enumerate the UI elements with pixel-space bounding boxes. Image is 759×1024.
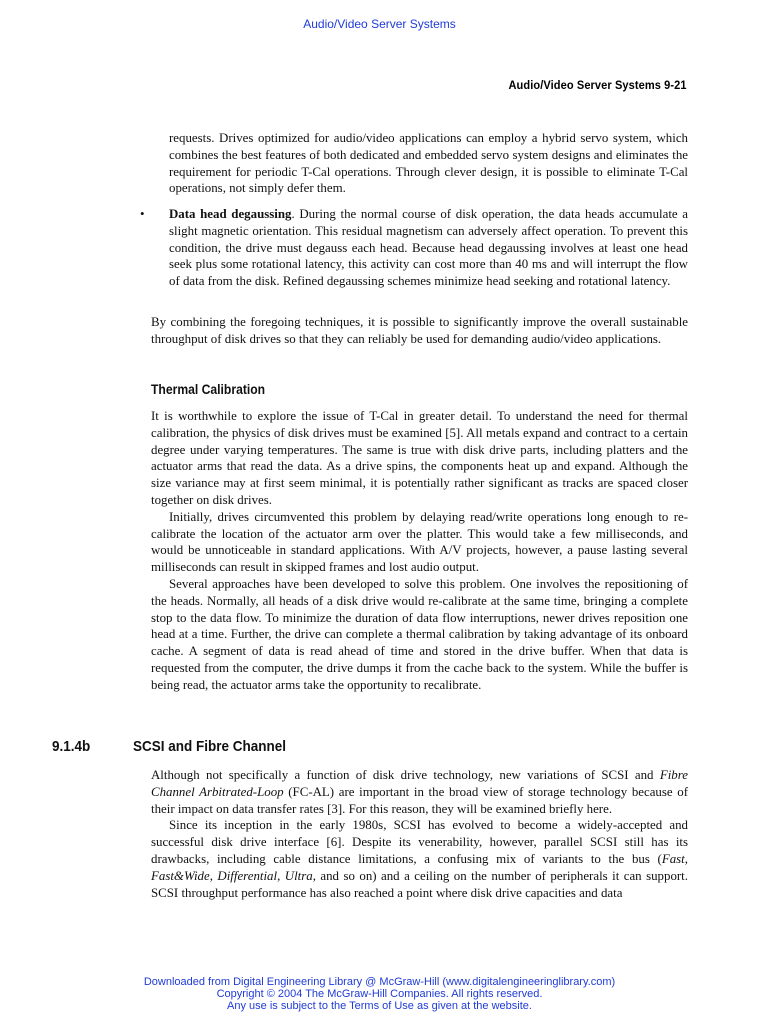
intro-text: requests. Drives optimized for audio/video applications can employ a hybrid servo system, which combines the best features of both dedicated and embedded servo system designs and eliminates the requirement for periodic T-Cal operations. Through clever design, it is possible to eliminate T-Cal operations, not simply defer them. xyxy=(169,131,688,196)
footer xyxy=(0,976,759,1012)
summary-text: By combining the foregoing techniques, it is possible to significantly improve the overall sustainable throughput of disk drives so that they can reliably be used for demanding audio/video applications. xyxy=(151,315,688,346)
thermal-paragraph-1: It is worthwhile to explore the issue of T-Cal in greater detail. To understand the need for thermal calibration, the physics of disk drives must be examined [5]. All metals expand and contract to a certain degree under varying temperatures. The same is true with disk drive parts, including platters and the actuator arms that read the data. As a drive spins, the components heat up and expand. Although the size variance may at first seem minimal, it is potentially rather significant as tracks are spaced closer together on disk drives. xyxy=(151,409,688,507)
top-banner: Audio/Video Server Systems xyxy=(303,17,456,31)
bullet-item xyxy=(140,206,688,290)
footer-download-link[interactable]: Downloaded from Digital Engineering Library @ McGraw-Hill (www.digitalengineeringlibrary.com) xyxy=(143,976,616,988)
thermal-section xyxy=(151,408,688,694)
footer-copyright: Copyright © 2004 The McGraw-Hill Companies. All rights reserved. xyxy=(216,988,543,1000)
footer-terms-link[interactable]: Any use is subject to the Terms of Use as given at the website. xyxy=(227,1000,532,1012)
thermal-paragraph-2: Initially, drives circumvented this problem by delaying read/write operations long enough to re-calibrate the location of the actuator arm over the platter. This would take a few milliseconds, and would be unnoticeable in standard applications. With A/V projects, however, a pause lasting several milliseconds can result in skipped frames and lost audio output. xyxy=(151,509,688,575)
summary-paragraph xyxy=(151,314,688,348)
scsi-paragraph-1: Although not specifically a function of disk drive technology, new variations of SCSI and Fibre Channel Arbitrated-Loop (FC-AL) are important in the broad view of storage technology because of their impact on data transfer rates [3]. For this reason, they will be examined briefly here. xyxy=(151,768,688,816)
bullet-text: . During the normal course of disk operation, the data heads accumulate a slight magnetic orientation. This residual magnetism can adversely affect operation. To prevent this condition, the drive must degauss each head. Because head degaussing involves at least one head seek plus some rotational latency, this activity can cost more than 40 ms and will interrupt the flow of data from the disk. Refined degaussing schemes minimize head seeking and rotational latency. xyxy=(169,207,688,289)
scsi-paragraph-2: Since its inception in the early 1980s, SCSI has evolved to become a widely-accepted and successful disk drive interface [6]. Despite its venerability, however, parallel SCSI still has its drawbacks, including cable distance limitations, a confusing mix of variants to the bus (Fast, Fast&Wide, Differential, Ultra, and so on) and a ceiling on the number of peripherals it can support. SCSI throughput performance has also reached a point where disk drive capacities and data xyxy=(151,818,688,900)
bullet-body xyxy=(169,206,688,290)
thermal-paragraph-3: Several approaches have been developed to solve this problem. One involves the repositioning of the heads. Normally, all heads of a disk drive would re-calibrate at the same time, bringing a complete stop to the data flow. To minimize the duration of data flow interruptions, newer drives reposition one head at a time. Further, the drive can complete a thermal calibration by taking advantage of its onboard cache. A segment of data is read ahead of time and stored in the drive buffer. When that data is requested from the computer, the drive dumps it from the cache back to the system. While the buffer is being read, the actuator arms take the opportunity to recalibrate. xyxy=(151,576,688,692)
thermal-heading: Thermal Calibration xyxy=(151,382,266,397)
bullet-term: Data head degaussing xyxy=(169,207,292,221)
intro-paragraph xyxy=(169,130,688,197)
bullet-mark: • xyxy=(140,207,145,221)
section-title: SCSI and Fibre Channel xyxy=(133,738,287,755)
running-header: Audio/Video Server Systems 9-21 xyxy=(508,78,687,92)
fc-al-term: Fibre Channel Arbitrated-Loop xyxy=(151,768,688,799)
scsi-section xyxy=(151,767,688,901)
section-number: 9.1.4b xyxy=(52,738,91,755)
